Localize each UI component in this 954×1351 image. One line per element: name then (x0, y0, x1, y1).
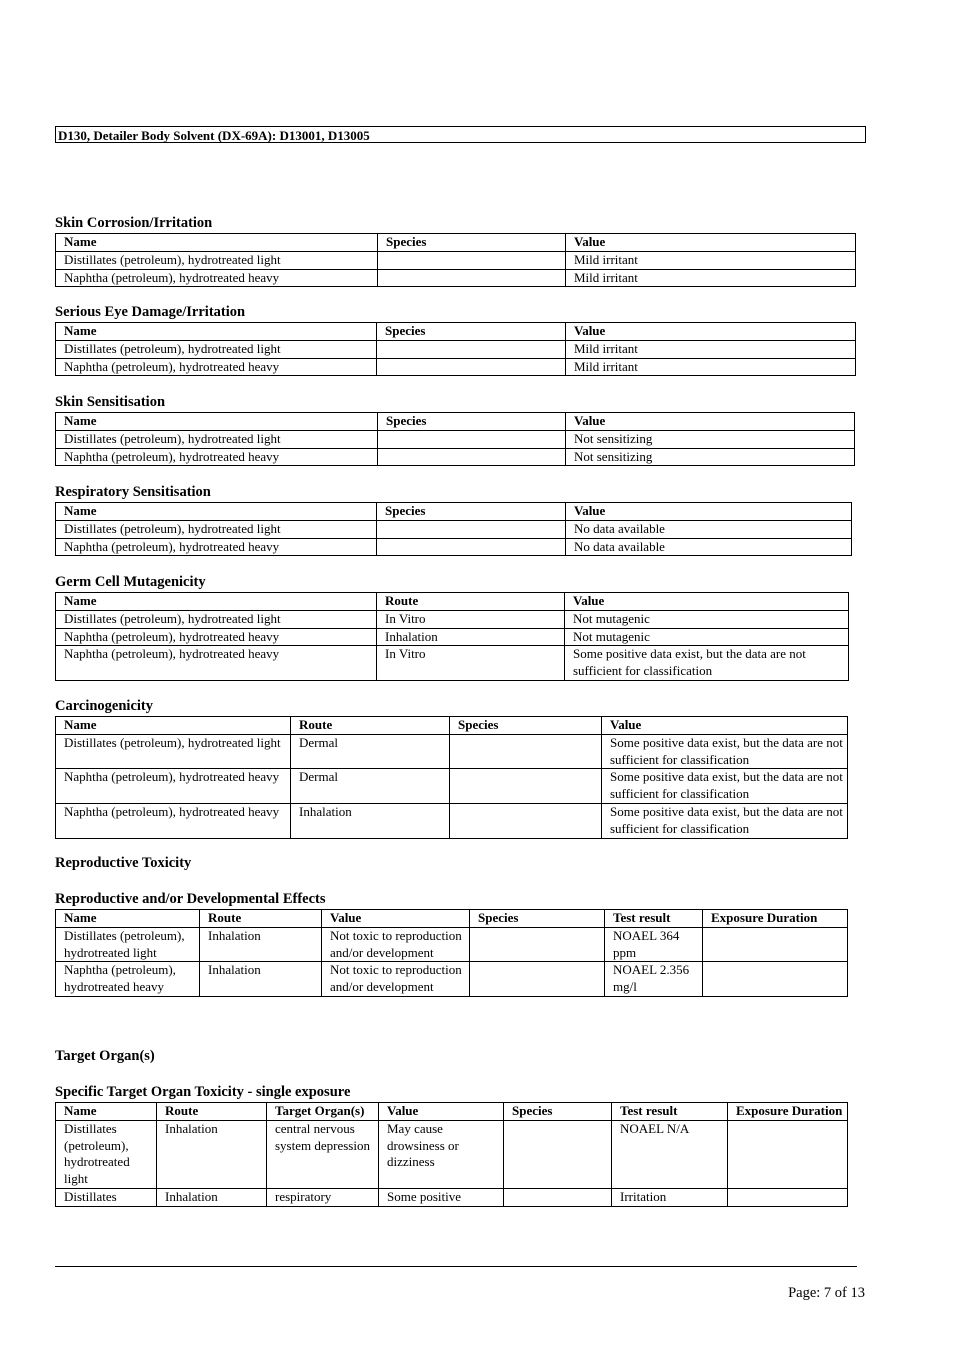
table-cell (703, 927, 848, 962)
table-header-row (56, 593, 849, 611)
table-row (56, 927, 848, 962)
document-header: D130, Detailer Body Solvent (DX-69A): D13001, D13005 (55, 126, 866, 143)
table-cell: Not toxic to reproduction and/or development (322, 962, 470, 997)
col-header: Value (379, 1103, 504, 1121)
col-header: Route (377, 593, 565, 611)
col-header: Value (566, 413, 855, 431)
table-cell: Distillates (petroleum), hydrotreated light (56, 520, 377, 538)
table-cell: Distillates (petroleum), hydrotreated light (56, 1120, 157, 1188)
table-cell: Naphtha (petroleum), hydrotreated heavy (56, 803, 291, 838)
table-cell: Some positive (379, 1188, 504, 1206)
table-row (56, 269, 856, 287)
table-cell: Naphtha (petroleum), hydrotreated heavy (56, 269, 378, 287)
table-cell: Irritation (612, 1188, 728, 1206)
table-cell: respiratory (267, 1188, 379, 1206)
table-cell: In Vitro (377, 646, 565, 681)
eye-damage-table (55, 322, 856, 376)
stot-single-table (55, 1102, 848, 1207)
table-cell (377, 340, 566, 358)
section-title-skin-corrosion: Skin Corrosion/Irritation (55, 215, 213, 231)
footer-divider (55, 1266, 857, 1267)
table-row (56, 803, 848, 838)
table-cell: Not sensitizing (566, 448, 855, 466)
table-cell (378, 251, 566, 269)
table-cell: No data available (566, 538, 852, 556)
table-cell: Some positive data exist, but the data are not sufficient for classification (602, 769, 848, 804)
col-header: Test result (612, 1103, 728, 1121)
table-cell: NOAEL N/A (612, 1120, 728, 1188)
table-cell: Distillates (petroleum), hydrotreated light (56, 340, 377, 358)
col-header: Value (322, 910, 470, 928)
table-cell: Not sensitizing (566, 430, 855, 448)
table-row (56, 646, 849, 681)
table-cell: Some positive data exist, but the data are not sufficient for classification (602, 734, 848, 769)
table-cell: Naphtha (petroleum), hydrotreated heavy (56, 628, 377, 646)
table-header-row (56, 717, 848, 735)
col-header: Name (56, 910, 200, 928)
col-header: Species (504, 1103, 612, 1121)
table-row (56, 1188, 848, 1206)
col-header: Name (56, 234, 378, 252)
section-title-germ-cell: Germ Cell Mutagenicity (55, 574, 206, 590)
col-header: Name (56, 323, 377, 341)
table-cell (378, 269, 566, 287)
table-cell: Not mutagenic (565, 628, 849, 646)
table-cell: Distillates (petroleum), hydrotreated light (56, 430, 378, 448)
section-title-respiratory-sensitisation: Respiratory Sensitisation (55, 484, 211, 500)
table-cell: Some positive data exist, but the data are not sufficient for classification (565, 646, 849, 681)
table-cell (378, 430, 566, 448)
table-cell: Distillates (petroleum), hydrotreated light (56, 610, 377, 628)
col-header: Species (378, 234, 566, 252)
table-cell: Distillates (petroleum), hydrotreated light (56, 734, 291, 769)
table-header-row (56, 323, 856, 341)
col-header: Name (56, 717, 291, 735)
col-header: Species (470, 910, 605, 928)
table-cell: Mild irritant (566, 251, 856, 269)
col-header: Value (566, 323, 856, 341)
table-row (56, 538, 852, 556)
table-header-row (56, 234, 856, 252)
table-row (56, 520, 852, 538)
table-header-row (56, 503, 852, 521)
germ-cell-table (55, 592, 849, 681)
col-header: Name (56, 593, 377, 611)
col-header: Name (56, 503, 377, 521)
section-title-reproductive-toxicity: Reproductive Toxicity (55, 855, 192, 871)
col-header: Value (565, 593, 849, 611)
table-cell (504, 1188, 612, 1206)
table-cell: Naphtha (petroleum), hydrotreated heavy (56, 769, 291, 804)
col-header: Value (602, 717, 848, 735)
table-cell: Some positive data exist, but the data are not sufficient for classification (602, 803, 848, 838)
table-row (56, 628, 849, 646)
table-cell: Naphtha (petroleum), hydrotreated heavy (56, 538, 377, 556)
table-cell (504, 1120, 612, 1188)
table-cell (377, 538, 566, 556)
col-header: Test result (605, 910, 703, 928)
table-header-row (56, 910, 848, 928)
table-cell: Inhalation (200, 927, 322, 962)
col-header: Route (291, 717, 450, 735)
col-header: Route (157, 1103, 267, 1121)
col-header: Name (56, 1103, 157, 1121)
section-title-repro-dev: Reproductive and/or Developmental Effects (55, 891, 326, 907)
table-cell (378, 448, 566, 466)
table-cell: Dermal (291, 769, 450, 804)
table-cell (377, 358, 566, 376)
table-cell: NOAEL 2.356 mg/l (605, 962, 703, 997)
table-cell (728, 1188, 848, 1206)
table-cell: No data available (566, 520, 852, 538)
col-header: Exposure Duration (703, 910, 848, 928)
table-cell (728, 1120, 848, 1188)
table-row (56, 734, 848, 769)
section-title-stot-single: Specific Target Organ Toxicity - single exposure (55, 1084, 351, 1100)
table-row (56, 251, 856, 269)
table-header-row (56, 413, 855, 431)
col-header: Value (566, 234, 856, 252)
skin-corrosion-table (55, 233, 856, 287)
col-header: Route (200, 910, 322, 928)
table-row (56, 340, 856, 358)
table-cell: Naphtha (petroleum), hydrotreated heavy (56, 962, 200, 997)
table-cell: Naphtha (petroleum), hydrotreated heavy (56, 358, 377, 376)
table-cell (450, 803, 602, 838)
skin-sensitisation-table (55, 412, 855, 466)
table-cell (470, 962, 605, 997)
col-header: Species (450, 717, 602, 735)
table-cell: Inhalation (200, 962, 322, 997)
table-cell: Inhalation (377, 628, 565, 646)
col-header: Value (566, 503, 852, 521)
table-cell: Dermal (291, 734, 450, 769)
table-cell (470, 927, 605, 962)
table-cell: Inhalation (157, 1120, 267, 1188)
table-cell: In Vitro (377, 610, 565, 628)
col-header: Target Organ(s) (267, 1103, 379, 1121)
table-cell: Distillates (56, 1188, 157, 1206)
table-row (56, 358, 856, 376)
table-cell (450, 734, 602, 769)
table-cell: central nervous system depression (267, 1120, 379, 1188)
table-cell (703, 962, 848, 997)
repro-dev-table (55, 909, 848, 997)
table-cell: Not mutagenic (565, 610, 849, 628)
section-title-eye-damage: Serious Eye Damage/Irritation (55, 304, 246, 320)
table-row (56, 769, 848, 804)
table-cell: Distillates (petroleum), hydrotreated light (56, 251, 378, 269)
table-cell: Distillates (petroleum), hydrotreated light (56, 927, 200, 962)
respiratory-sensitisation-table (55, 502, 852, 556)
col-header: Species (378, 413, 566, 431)
page-number: Page: 7 of 13 (788, 1285, 865, 1301)
section-title-skin-sensitisation: Skin Sensitisation (55, 394, 166, 410)
table-cell: Inhalation (291, 803, 450, 838)
table-row (56, 1120, 848, 1188)
table-row (56, 448, 855, 466)
table-cell: Mild irritant (566, 269, 856, 287)
table-row (56, 610, 849, 628)
col-header: Species (377, 323, 566, 341)
col-header: Name (56, 413, 378, 431)
table-row (56, 430, 855, 448)
table-cell: Mild irritant (566, 340, 856, 358)
table-cell: Naphtha (petroleum), hydrotreated heavy (56, 448, 378, 466)
table-header-row (56, 1103, 848, 1121)
table-cell (450, 769, 602, 804)
section-title-carcinogenicity: Carcinogenicity (55, 698, 153, 714)
col-header: Exposure Duration (728, 1103, 848, 1121)
col-header: Species (377, 503, 566, 521)
table-cell (377, 520, 566, 538)
section-title-target-organs: Target Organ(s) (55, 1048, 155, 1064)
table-row (56, 962, 848, 997)
table-cell: Not toxic to reproduction and/or development (322, 927, 470, 962)
table-cell: Naphtha (petroleum), hydrotreated heavy (56, 646, 377, 681)
table-cell: NOAEL 364 ppm (605, 927, 703, 962)
table-cell: May cause drowsiness or dizziness (379, 1120, 504, 1188)
table-cell: Mild irritant (566, 358, 856, 376)
table-cell: Inhalation (157, 1188, 267, 1206)
carcinogenicity-table (55, 716, 848, 839)
